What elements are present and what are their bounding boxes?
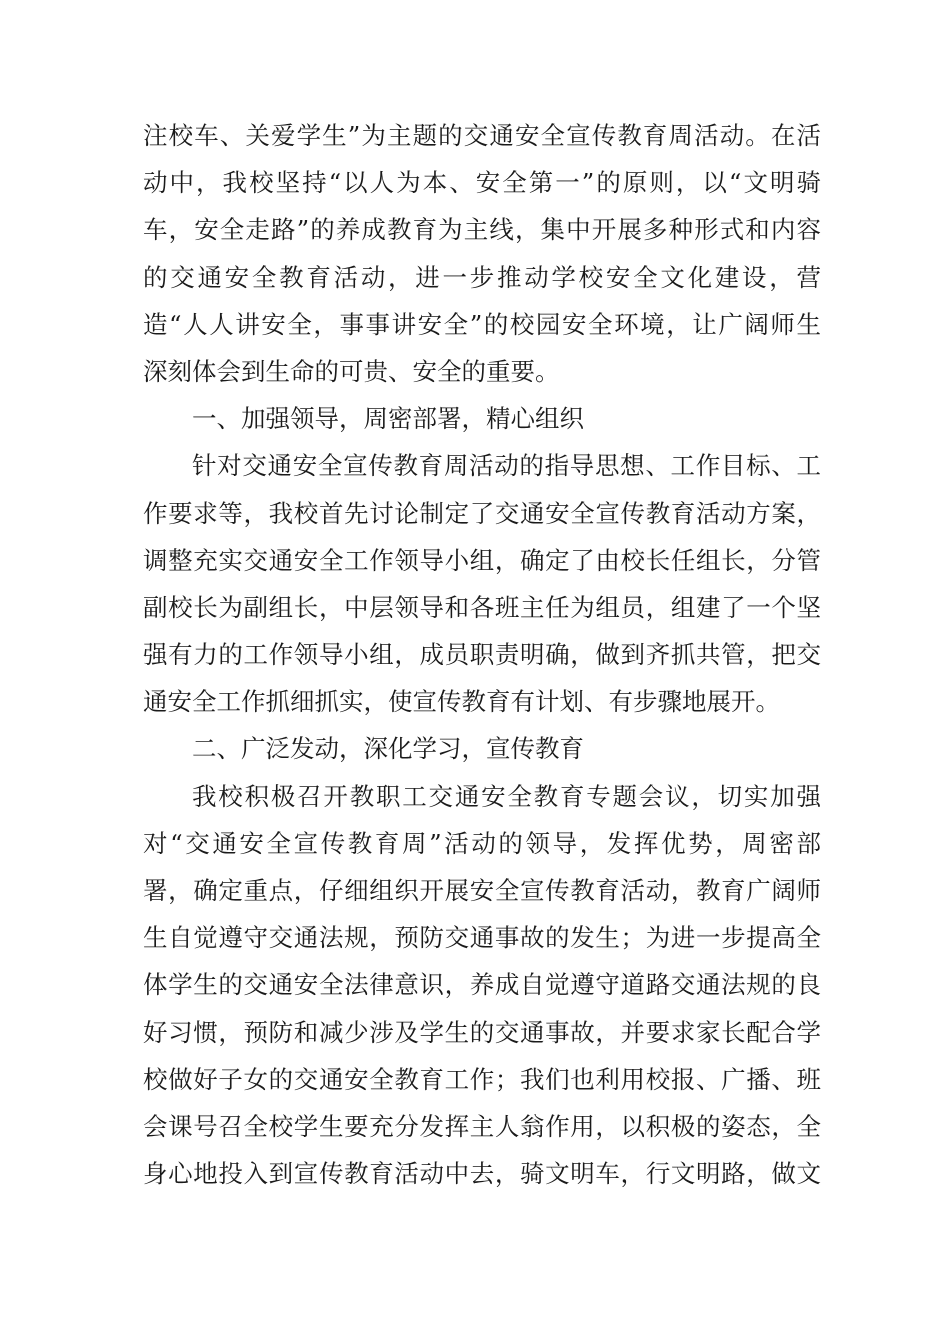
paragraph-line: 好习惯，预防和减少涉及学生的交通事故，并要求家长配合学: [143, 1017, 821, 1047]
paragraph-line: 署，确定重点，仔细组织开展安全宣传教育活动，教育广阔师: [143, 876, 821, 905]
paragraph-line: 作要求等，我校首先讨论制定了交通安全宣传教育活动方案，: [143, 498, 821, 528]
paragraph-line: 会课号召全校学生要充分发挥主人翁作用，以积极的姿态，全: [143, 1111, 821, 1141]
paragraph-line: 造“人人讲安全，事事讲安全”的校园安全环境，让广阔师生: [143, 309, 821, 339]
paragraph-line: 的交通安全教育活动，进一步推动学校安全文化建设，营: [143, 262, 821, 292]
paragraph-line: 调整充实交通安全工作领导小组，确定了由校长任组长，分管: [143, 545, 821, 575]
paragraph-line: 对“交通安全宣传教育周”活动的领导，发挥优势，周密部: [143, 828, 821, 858]
paragraph-line: 我校积极召开教职工交通安全教育专题会议，切实加强: [192, 781, 821, 811]
section-heading: 一、加强领导，周密部署，精心组织: [192, 404, 584, 434]
section-heading: 二、广泛发动，深化学习，宣传教育: [192, 734, 584, 764]
paragraph-line: 副校长为副组长，中层领导和各班主任为组员，组建了一个坚: [143, 592, 821, 622]
paragraph-line: 注校车、关爱学生”为主题的交通安全宣传教育周活动。在活: [143, 121, 821, 150]
document-body: [143, 112, 821, 1197]
paragraph-line: 通安全工作抓细抓实，使宣传教育有计划、有步骤地展开。: [143, 687, 780, 717]
paragraph-line: 生自觉遵守交通法规，预防交通事故的发生；为进一步提高全: [143, 923, 821, 953]
paragraph-line: 体学生的交通安全法律意识，养成自觉遵守道路交通法规的良: [143, 970, 821, 1000]
paragraph-line: 强有力的工作领导小组，成员职责明确，做到齐抓共管，把交: [143, 640, 821, 670]
paragraph-line: 针对交通安全宣传教育周活动的指导思想、工作目标、工: [192, 451, 821, 481]
paragraph-line: 深刻体会到生命的可贵、安全的重要。: [143, 356, 560, 386]
paragraph-line: 身心地投入到宣传教育活动中去，骑文明车，行文明路，做文: [143, 1159, 821, 1189]
paragraph-line: 校做好子女的交通安全教育工作；我们也利用校报、广播、班: [143, 1064, 821, 1094]
paragraph-line: 车，安全走路”的养成教育为主线，集中开展多种形式和内容: [143, 215, 821, 245]
paragraph-line: 动中，我校坚持“以人为本、安全第一”的原则，以“文明骑: [143, 168, 821, 198]
